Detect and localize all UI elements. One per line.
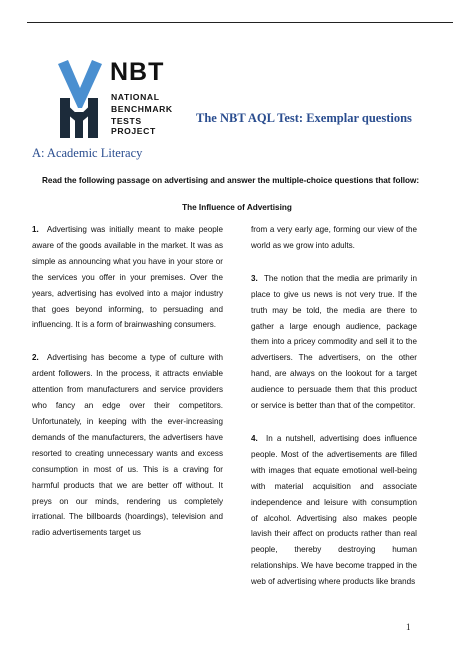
paragraph-text: Advertising has become a type of culture with ardent followers. In the process, it attracts enviable attention from manufacturers and service providers who fancy an edge over their competitors. Unfortunately, in keeping with the ever-increasing demands of the manufacturers, the advertisers have resorted to creating unnecessary wants and excess consumption in most of us. This is a craving for harmful products that we are better off without. It preys on our minds, rendering us completely irrational. The billboards (hoardings), television and radio advertisements target us — [32, 353, 223, 538]
paragraph-4 — [251, 431, 417, 590]
section-title: A: Academic Literacy — [32, 146, 143, 160]
logo-line-2: BENCHMARK — [111, 104, 173, 114]
paragraph-number: 2. — [32, 353, 39, 363]
paragraph-number: 1. — [32, 225, 39, 234]
logo-line-1: NATIONAL — [111, 92, 160, 102]
passage-column-left — [32, 222, 223, 558]
logo-line-3: TESTS PROJECT — [111, 116, 156, 136]
paragraph-3 — [251, 271, 417, 414]
nbt-emblem-icon — [56, 58, 108, 140]
paragraph-1 — [32, 222, 223, 333]
paragraph-number: 4. — [251, 433, 258, 443]
page-number: 1 — [406, 622, 411, 632]
paragraph-text: In a nutshell, advertising does influence people. Most of the advertisements are filled with images that equate emotional well-being with material acquisition and associate independence and leisure with consumption of alcohol. Advertising also makes people lavish their affect on products rather than real people, thereby destroying human relationships. We have become trapped in the web of advertising where products like brands — [251, 433, 418, 587]
passage-column-right — [251, 222, 417, 607]
document-title: The NBT AQL Test: Exemplar questions — [196, 111, 412, 125]
logo-acronym: NBT — [110, 58, 165, 86]
passage-title: The Influence of Advertising — [182, 203, 292, 212]
paragraph-number: 3. — [251, 273, 258, 283]
paragraph-2 — [32, 350, 223, 541]
instruction-text: Read the following passage on advertising and answer the multiple-choice questions that follow: — [42, 176, 420, 185]
paragraph-text: Advertising was initially meant to make people aware of the goods available in the market. It was as simple as announcing what you have in your store or the services you offer in your premises. Over the years, advertising has evolved into a major industry that goes beyond informing, to persuading and influencing. It is a form of brainwashing consumers. — [32, 225, 223, 330]
paragraph-2-continued — [251, 222, 417, 254]
paragraph-text: The notion that the media are primarily in place to give us news is not very true. If the truth may be told, the media are there to gather a large enough audience, package them into a pricey commodity and sell it to the advertisers. The advertisers, on the other hand, are always on the lookout for a target audience to persuade them that this product or service is better than that of the competitor. — [251, 273, 417, 411]
nbt-logo — [56, 58, 180, 140]
paragraph-text: from a very early age, forming our view of the world as we grow into adults. — [251, 225, 417, 250]
top-rule — [27, 22, 453, 23]
